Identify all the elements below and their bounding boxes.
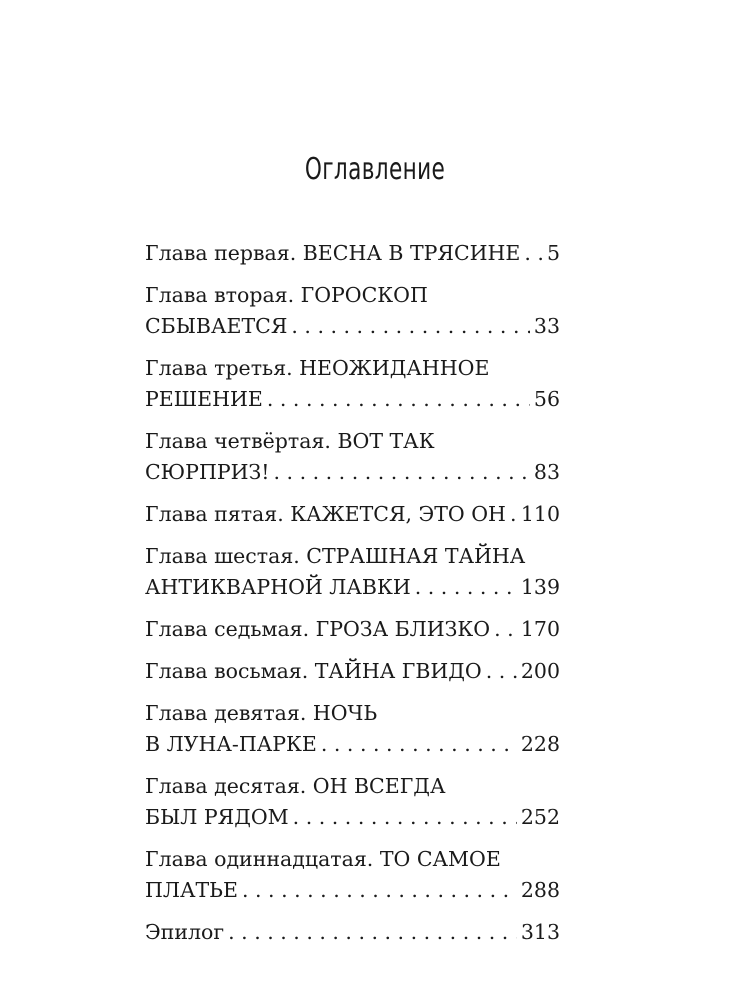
toc-entry-text: Глава десятая. ОН ВСЕГДА [145, 774, 446, 798]
toc-entry-text: СБЫВАЕТСЯ [145, 314, 288, 338]
toc-entry[interactable] [145, 698, 560, 760]
toc-entry-line [145, 457, 560, 488]
toc-page-number: 313 [520, 920, 560, 944]
toc-page-number: 110 [520, 502, 560, 526]
dot-leader [415, 572, 517, 603]
dot-leader [510, 499, 517, 530]
toc-entry-line [145, 280, 560, 311]
toc-entry-text: Эпилог [145, 920, 225, 944]
dot-leader [242, 875, 517, 906]
dot-leader [486, 656, 517, 687]
toc-entry-text: АНТИКВАРНОЙ ЛАВКИ [145, 575, 411, 599]
toc-entry[interactable] [145, 771, 560, 833]
dot-leader [494, 614, 517, 645]
toc-entry-line [145, 656, 560, 687]
toc-page-number: 200 [520, 659, 560, 683]
toc-entry-text: Глава первая. ВЕСНА В ТРЯСИНЕ [145, 241, 521, 265]
toc-entry[interactable] [145, 844, 560, 906]
toc-page-number: 5 [546, 241, 560, 265]
toc-entry-text: Глава одиннадцатая. ТО САМОЕ [145, 847, 501, 871]
toc-entry[interactable] [145, 280, 560, 342]
toc-entry-text: Глава шестая. СТРАШНАЯ ТАЙНА [145, 544, 526, 568]
toc-entry-line [145, 541, 560, 572]
toc-entry-text: РЕШЕНИЕ [145, 387, 263, 411]
toc-page-number: 170 [520, 617, 560, 641]
dot-leader [291, 311, 530, 342]
toc-entry-text: Глава четвёртая. ВОТ ТАК [145, 429, 435, 453]
toc-entry[interactable] [145, 656, 560, 687]
page-title: Оглавление [304, 152, 446, 187]
toc-entry-text: В ЛУНА-ПАРКЕ [145, 732, 317, 756]
toc-page-number: 83 [533, 460, 560, 484]
toc-page-number: 228 [520, 732, 560, 756]
toc-entry-line [145, 572, 560, 603]
toc-entry[interactable] [145, 541, 560, 603]
toc-entry-text: Глава третья. НЕОЖИДАННОЕ [145, 356, 490, 380]
toc-entry[interactable] [145, 353, 560, 415]
toc-entry-line [145, 499, 560, 530]
dot-leader [293, 802, 517, 833]
toc-entry-line [145, 311, 560, 342]
dot-leader [228, 917, 517, 948]
toc-page-number: 33 [533, 314, 560, 338]
toc-entry-line [145, 426, 560, 457]
toc-entry-text: ПЛАТЬЕ [145, 878, 238, 902]
toc-entry-line [145, 729, 560, 760]
toc-entry-text: Глава девятая. НОЧЬ [145, 701, 378, 725]
toc-entry[interactable] [145, 917, 560, 948]
toc-entry-text: Глава вторая. ГОРОСКОП [145, 283, 428, 307]
toc-page-number: 56 [533, 387, 560, 411]
toc-entry-line [145, 238, 560, 269]
toc-entry-line [145, 844, 560, 875]
toc-page-number: 252 [520, 805, 560, 829]
toc-entry-line [145, 384, 560, 415]
toc-entry-text: СЮРПРИЗ! [145, 460, 270, 484]
toc-entry-line [145, 802, 560, 833]
toc-entry[interactable] [145, 426, 560, 488]
toc-entry-line [145, 353, 560, 384]
table-of-contents [145, 238, 560, 959]
toc-entry-line [145, 917, 560, 948]
dot-leader [274, 457, 530, 488]
toc-entry[interactable] [145, 614, 560, 645]
toc-entry-line [145, 698, 560, 729]
toc-entry-text: Глава пятая. КАЖЕТСЯ, ЭТО ОН [145, 502, 506, 526]
toc-entry[interactable] [145, 238, 560, 269]
toc-page-number: 139 [520, 575, 560, 599]
toc-entry[interactable] [145, 499, 560, 530]
toc-page-number: 288 [520, 878, 560, 902]
toc-entry-line [145, 875, 560, 906]
toc-entry-line [145, 614, 560, 645]
toc-entry-text: Глава восьмая. ТАЙНА ГВИДО [145, 659, 482, 683]
dot-leader [267, 384, 530, 415]
toc-entry-line [145, 771, 560, 802]
dot-leader [321, 729, 517, 760]
toc-entry-text: БЫЛ РЯДОМ [145, 805, 289, 829]
dot-leader [524, 238, 543, 269]
toc-entry-text: Глава седьмая. ГРОЗА БЛИЗКО [145, 617, 491, 641]
